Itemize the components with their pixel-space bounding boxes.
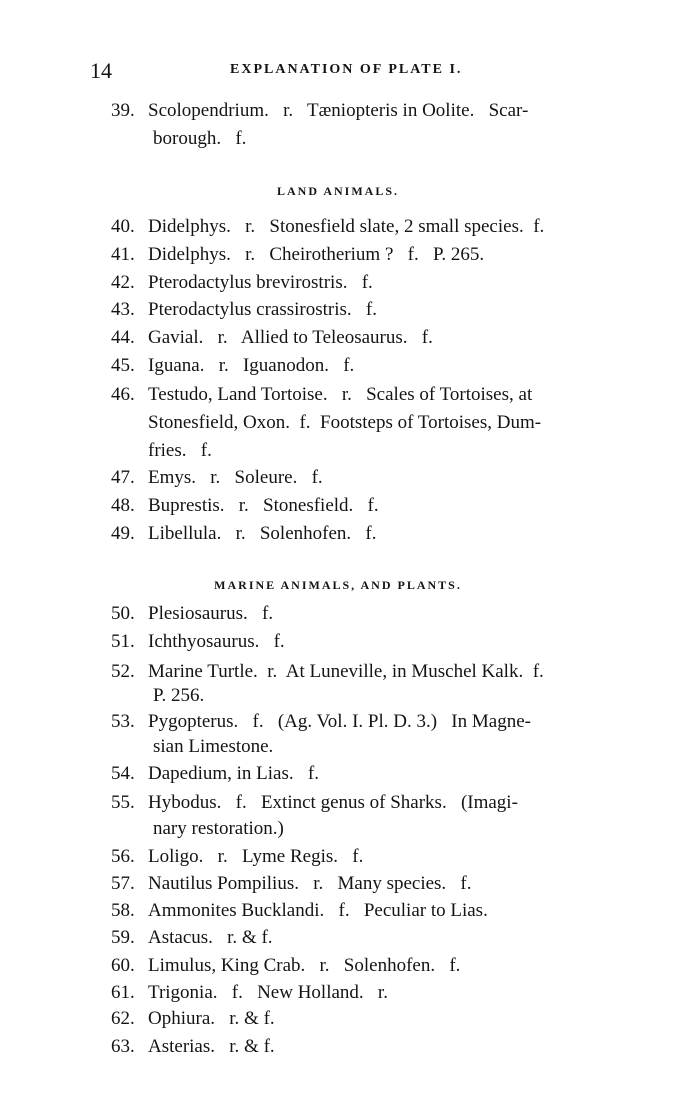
entry-text: Trigonia. f. New Holland. r. xyxy=(148,982,388,1003)
entry-number: 55. xyxy=(111,792,135,813)
entry-text: Loligo. r. Lyme Regis. f. xyxy=(148,846,364,867)
section-heading-land-animals: LAND ANIMALS. xyxy=(276,184,399,198)
section-heading-marine-animals: MARINE ANIMALS, AND PLANTS. xyxy=(214,578,462,592)
entry-number: 50. xyxy=(111,603,135,624)
entry-number: 62. xyxy=(111,1008,135,1029)
entry-number: 63. xyxy=(111,1036,135,1057)
entry-number: 54. xyxy=(111,763,135,784)
entry-number: 39. xyxy=(111,100,135,121)
entry-text: Gavial. r. Allied to Teleosaurus. f. xyxy=(148,327,433,348)
entry-number: 56. xyxy=(111,846,135,867)
entry-text: Ichthyosaurus. f. xyxy=(148,631,285,652)
entry-text: P. 256. xyxy=(153,685,205,706)
page-number: 14 xyxy=(90,58,112,83)
entry-number: 40. xyxy=(111,216,135,237)
entry-text: Testudo, Land Tortoise. r. Scales of Tortoises, at xyxy=(148,384,533,405)
entry-number: 41. xyxy=(111,244,135,265)
entry-number: 42. xyxy=(111,272,135,293)
entry-number: 46. xyxy=(111,384,135,405)
entry-number: 47. xyxy=(111,467,135,488)
entry-text: Ammonites Bucklandi. f. Peculiar to Lias. xyxy=(148,900,488,921)
entry-text: Scolopendrium. r. Tæniopteris in Oolite. Scar- xyxy=(148,100,529,121)
entry-number: 57. xyxy=(111,873,135,894)
entry-text: Dapedium, in Lias. f. xyxy=(148,763,319,784)
running-title: EXPLANATION OF PLATE I. xyxy=(230,62,463,77)
entry-text: borough. f. xyxy=(153,128,247,149)
entry-text: Pygopterus. f. (Ag. Vol. I. Pl. D. 3.) In Magne- xyxy=(148,711,531,732)
entry-text: Stonesfield, Oxon. f. Footsteps of Tortoises, Dum- xyxy=(148,412,542,433)
entry-text: Ophiura. r. & f. xyxy=(148,1008,275,1029)
entry-number: 60. xyxy=(111,955,135,976)
page-header xyxy=(90,56,616,86)
entry-text: Iguana. r. Iguanodon. f. xyxy=(148,355,355,376)
entry-text: sian Limestone. xyxy=(153,736,274,757)
entry-number: 58. xyxy=(111,900,135,921)
entry-text: Pterodactylus brevirostris. f. xyxy=(148,272,373,293)
entry-number: 43. xyxy=(111,299,135,320)
entry-text: Asterias. r. & f. xyxy=(148,1036,275,1057)
entry-text: Emys. r. Soleure. f. xyxy=(148,467,323,488)
entry-number: 59. xyxy=(111,927,135,948)
entry-number: 61. xyxy=(111,982,135,1003)
entry-text: Pterodactylus crassirostris. f. xyxy=(148,299,378,320)
entry-number: 45. xyxy=(111,355,135,376)
entry-text: fries. f. xyxy=(148,440,212,461)
entry-number: 48. xyxy=(111,495,135,516)
entry-text: Didelphys. r. Cheirotherium ? f. P. 265. xyxy=(148,244,485,265)
entry-text: Astacus. r. & f. xyxy=(148,927,273,948)
entry-text: Marine Turtle. r. At Luneville, in Muschel Kalk. f. xyxy=(148,661,544,682)
entry-text: Nautilus Pompilius. r. Many species. f. xyxy=(148,873,472,894)
entry-text: Buprestis. r. Stonesfield. f. xyxy=(148,495,379,516)
entry-number: 51. xyxy=(111,631,135,652)
entry-text: Hybodus. f. Extinct genus of Sharks. (Imagi- xyxy=(148,792,518,813)
entry-number: 44. xyxy=(111,327,135,348)
entry-number: 49. xyxy=(111,523,135,544)
entry-text: Plesiosaurus. f. xyxy=(148,603,274,624)
entry-text: Limulus, King Crab. r. Solenhofen. f. xyxy=(148,955,461,976)
entry-number: 53. xyxy=(111,711,135,732)
entry-text: Libellula. r. Solenhofen. f. xyxy=(148,523,377,544)
entry-text: Didelphys. r. Stonesfield slate, 2 small species. f. xyxy=(148,216,545,237)
entry-number: 52. xyxy=(111,661,135,682)
entry-text: nary restoration.) xyxy=(153,818,284,839)
